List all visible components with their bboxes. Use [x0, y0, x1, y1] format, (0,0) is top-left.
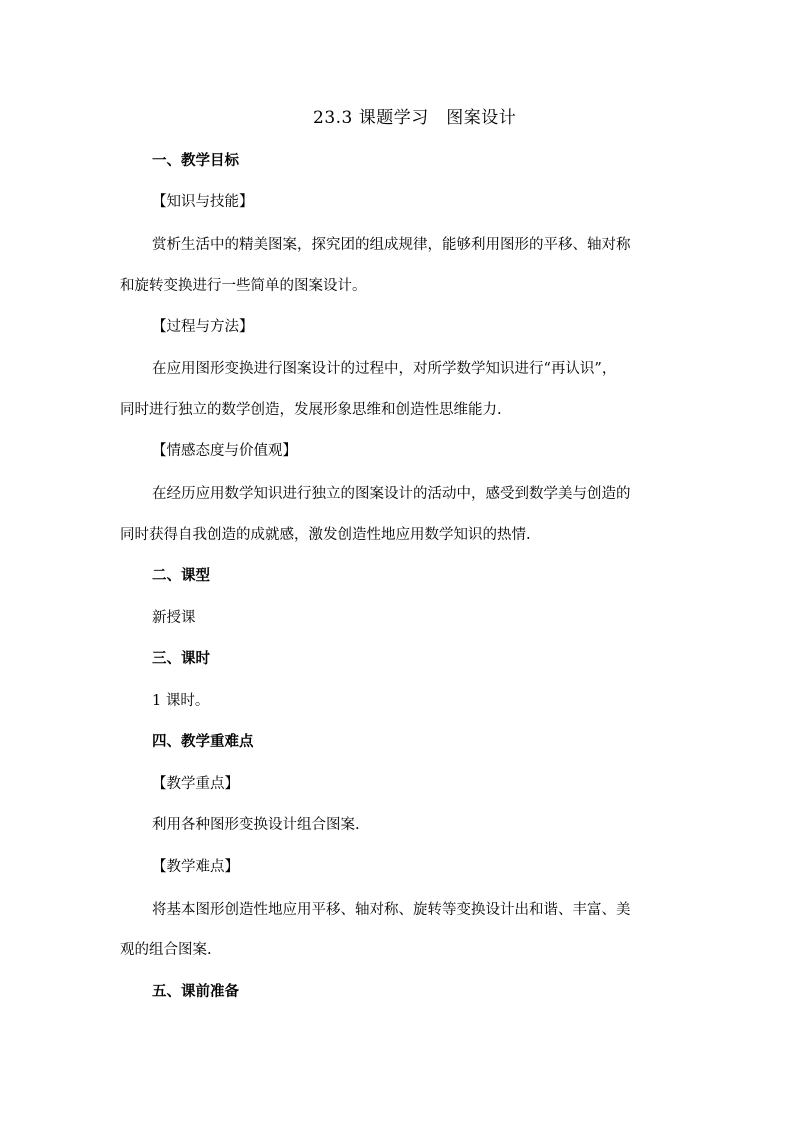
- paragraph-line: 1 课时。: [152, 693, 210, 709]
- paragraph-line: 同时进行独立的数学创造，发展形象思维和创造性思维能力.: [120, 402, 502, 418]
- paragraph-line: 和旋转变换进行一些简单的图案设计。: [120, 278, 367, 294]
- paragraph-line: 新授课: [152, 610, 196, 626]
- subheading-attitude-values: 【情感态度与价值观】: [152, 443, 297, 459]
- page-title: 23.3 课题学习 图案设计: [313, 108, 517, 128]
- subheading-difficult-points: 【教学难点】: [152, 859, 239, 875]
- section-heading-lesson-type: 二、课型: [152, 568, 210, 584]
- subheading-knowledge-skills: 【知识与技能】: [152, 194, 254, 210]
- section-heading-preparation: 五、课前准备: [152, 984, 239, 1000]
- paragraph-line: 在应用图形变换进行图案设计的过程中，对所学数学知识进行“再认识”，: [152, 361, 617, 377]
- paragraph-line: 观的组合图案.: [120, 942, 212, 958]
- section-heading-key-difficult-points: 四、教学重难点: [152, 734, 254, 750]
- subheading-process-methods: 【过程与方法】: [152, 319, 254, 335]
- paragraph-line: 同时获得自我创造的成就感，激发创造性地应用数学知识的热情.: [120, 527, 531, 543]
- paragraph-line: 赏析生活中的精美图案，探究团的组成规律，能够利用图形的平移、轴对称: [152, 237, 631, 253]
- paragraph-line: 将基本图形创造性地应用平移、轴对称、旋转等变换设计出和谐、丰富、美: [152, 902, 631, 918]
- subheading-key-points: 【教学重点】: [152, 776, 239, 792]
- section-heading-class-hours: 三、课时: [152, 651, 210, 667]
- paragraph-line: 在经历应用数学知识进行独立的图案设计的活动中，感受到数学美与创造的: [152, 486, 631, 502]
- paragraph-line: 利用各种图形变换设计组合图案.: [152, 817, 360, 833]
- section-heading-objectives: 一、教学目标: [152, 153, 239, 169]
